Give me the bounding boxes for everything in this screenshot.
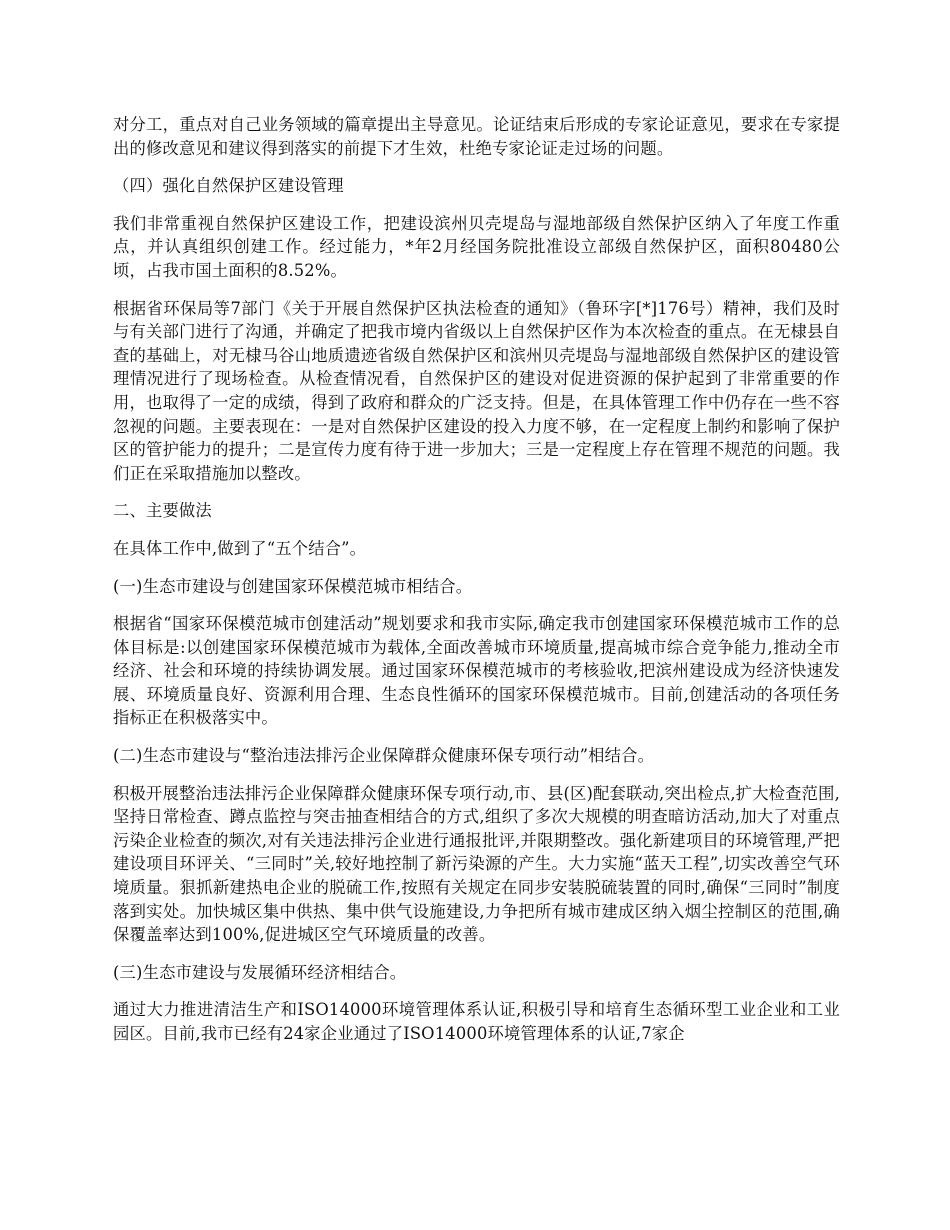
- document-body: [113, 113, 840, 1060]
- paragraph-model-city: 根据省“国家环保模范城市创建活动”规划要求和我市实际,确定我市创建国家环保模范城市工作的总体目标是:以创建国家环保模范城市为载体,全面改善城市环境质量,提高城市综合竞争能力,推动全市经济、社会和环境的持续协调发展。通过国家环保模范城市的考核验收,把滨州建设成为经济快速发展、环境质量良好、资源利用合理、生态良性循环的国家环保模范城市。目前,创建活动的各项任务指标正在积极落实中。: [113, 614, 840, 728]
- heading-circular-economy: (三)生态市建设与发展循环经济相结合。: [113, 962, 407, 982]
- paragraph-nature-reserve-intro: 我们非常重视自然保护区建设工作，把建设滨州贝壳堤岛与湿地部级自然保护区纳入了年度工作重点，并认真组织创建工作。经过能力，*年2月经国务院批准设立部级自然保护区，面积80480公顷，占我市国土面积的8.52%。: [113, 213, 840, 280]
- paragraph-circular-economy: 通过大力推进清洁生产和ISO14000环境管理体系认证,积极引导和培育生态循环型工业企业和工业园区。目前,我市已经有24家企业通过了ISO14000环境管理体系的认证,7家企: [113, 1000, 840, 1043]
- paragraph-nature-reserve-inspection: 根据省环保局等7部门《关于开展自然保护区执法检查的通知》（鲁环字[*]176号）精神，我们及时与有关部门进行了沟通，并确定了把我市境内省级以上自然保护区作为本次检查的重点。在无棣县自查的基础上，对无棣马谷山地质遗迹省级自然保护区和滨州贝壳堤岛与湿地部级自然保护区的建设管理情况进行了现场检查。从检查情况看，自然保护区的建设对促进资源的保护起到了非常重要的作用，也取得了一定的成绩，得到了政府和群众的广泛支持。但是，在具体管理工作中仍存在一些不容忽视的问题。主要表现在：一是对自然保护区建设的投入力度不够，在一定程度上制约和影响了保护区的管护能力的提升；二是宣传力度有待于进一步加大；三是一定程度上存在管理不规范的问题。我们正在采取措施加以整改。: [113, 298, 840, 483]
- heading-pollution-action: (二)生态市建设与“整治违法排污企业保障群众健康环保专项行动”相结合。: [113, 746, 655, 766]
- heading-nature-reserve: （四）强化自然保护区建设管理: [113, 176, 344, 196]
- paragraph-expert-review: 对分工，重点对自己业务领域的篇章提出主导意见。论证结束后形成的专家论证意见，要求在专家提出的修改意见和建议得到落实的前提下才生效，杜绝专家论证走过场的问题。: [113, 115, 840, 158]
- paragraph-five-combinations: 在具体工作中,做到了“五个结合”。: [113, 538, 367, 558]
- heading-main-practices: 二、主要做法: [113, 501, 212, 521]
- paragraph-pollution-action: 积极开展整治违法排污企业保障群众健康环保专项行动,市、县(区)配套联动,突出检点,扩大检查范围,坚持日常检查、蹲点监控与突击抽查相结合的方式,组织了多次大规模的明查暗访活动,加大了对重点污染企业检查的频次,对有关违法排污企业进行通报批评,并限期整改。强化新建项目的环境管理,严把建设项目环评关、“三同时”关,较好地控制了新污染源的产生。大力实施“蓝天工程”,切实改善空气环境质量。狠抓新建热电企业的脱硫工作,按照有关规定在同步安装脱硫装置的同时,确保“三同时”制度落到实处。加快城区集中供热、集中供气设施建设,力争把所有城市建成区纳入烟尘控制区的范围,确保覆盖率达到100%,促进城区空气环境质量的改善。: [113, 783, 840, 945]
- heading-model-city: (一)生态市建设与创建国家环保模范城市相结合。: [113, 576, 473, 596]
